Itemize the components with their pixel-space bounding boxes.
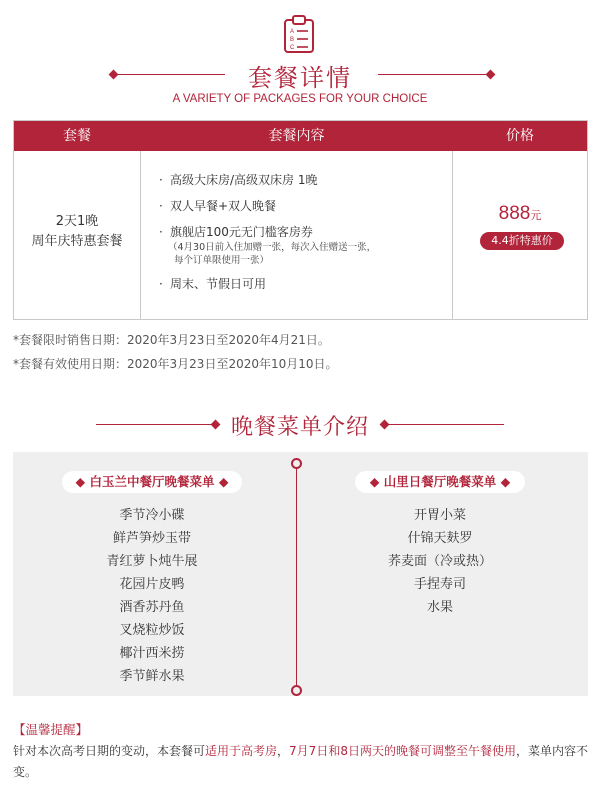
left-menu-title: ◆ 白玉兰中餐厅晚餐菜单 ◆ <box>62 471 242 493</box>
list-item: · 双人早餐+双人晚餐 <box>156 197 446 215</box>
item-note: 每个订单限使用一张） <box>174 255 270 266</box>
menu-item: 花园片皮鸭 <box>119 577 185 592</box>
left-menu-list <box>32 504 272 688</box>
page-subtitle: A VARIETY OF PACKAGES FOR YOUR CHOICE <box>172 93 428 105</box>
menu-item: 季节冷小碟 <box>119 508 185 523</box>
svg-text:A: A <box>290 29 295 35</box>
menu-item: 叉烧粒炒饭 <box>119 623 185 638</box>
menu-item: 季节鲜水果 <box>119 669 185 684</box>
tip-highlight: 适用于高考房 <box>205 744 278 758</box>
list-item: · 旗舰店100元无门槛客房券 <box>156 223 446 241</box>
column-divider <box>140 151 141 319</box>
table-header <box>14 121 587 151</box>
price <box>453 203 587 225</box>
clipboard-icon <box>281 14 317 54</box>
list-item: · 高级大床房/高级双床房 1晚 <box>156 171 446 189</box>
menu-item: 青红萝卜炖牛展 <box>106 554 198 569</box>
package-items <box>156 171 446 293</box>
package-name <box>14 212 140 252</box>
tips-text: 针对本次高考日期的变动，本套餐可适用于高考房，7月7日和8日两天的晚餐可调整至午餐使用，菜单内容不变。 <box>13 744 588 779</box>
diamond-bullet: ◆ <box>214 474 229 489</box>
menu-item: 水果 <box>426 600 453 615</box>
tips-heading: 【温馨提醒】 <box>13 722 89 737</box>
menu-item: 开胃小菜 <box>413 508 466 523</box>
price-unit: 元 <box>530 209 542 222</box>
list-item: · 周末、节假日可用 <box>156 275 446 293</box>
menu-item: 酒香苏丹鱼 <box>119 600 185 615</box>
item-note: （4月30日前入住加赠一张，每次入住赠送一张， <box>168 242 377 253</box>
menu-item: 椰汁西米捞 <box>119 646 185 661</box>
svg-text:B: B <box>290 37 295 43</box>
header-price: 价格 <box>506 128 534 144</box>
menu-item: 鲜芦笋炒玉带 <box>112 531 191 546</box>
sale-period-note: *套餐限时销售日期：2020年3月23日至2020年4月21日。 <box>13 333 330 347</box>
price-value: 888 <box>498 203 531 224</box>
ring-ornament <box>291 458 302 469</box>
svg-text:C: C <box>290 45 295 51</box>
package-duration: 2天1晚 <box>55 214 99 229</box>
menu-item: 什锦天麸罗 <box>407 531 473 546</box>
menu-divider <box>296 466 297 688</box>
diamond-bullet: ◆ <box>496 474 511 489</box>
ring-ornament <box>291 685 302 696</box>
page-title: 套餐详情 <box>248 64 352 92</box>
package-table <box>13 120 588 320</box>
use-period-note: *套餐有效使用日期：2020年3月23日至2020年10月10日。 <box>13 357 338 371</box>
discount-badge: 4.4折特惠价 <box>480 232 564 250</box>
right-menu-list <box>320 504 560 619</box>
dinner-section-title: 晚餐菜单介绍 <box>230 415 369 440</box>
right-menu-title: ◆ 山里日餐厅晚餐菜单 ◆ <box>355 471 525 493</box>
menu-item: 手捏寿司 <box>413 577 466 592</box>
column-divider <box>452 151 453 319</box>
menu-item: 荞麦面（冷或热） <box>387 554 492 569</box>
header-content: 套餐内容 <box>268 128 325 144</box>
diamond-bullet: ◆ <box>75 474 90 489</box>
package-title: 周年庆特惠套餐 <box>31 234 123 249</box>
header-package: 套餐 <box>63 128 91 144</box>
diamond-bullet: ◆ <box>369 474 384 489</box>
tip-highlight: 7月7日和8日两天的晚餐可调整至午餐使用 <box>289 744 516 758</box>
